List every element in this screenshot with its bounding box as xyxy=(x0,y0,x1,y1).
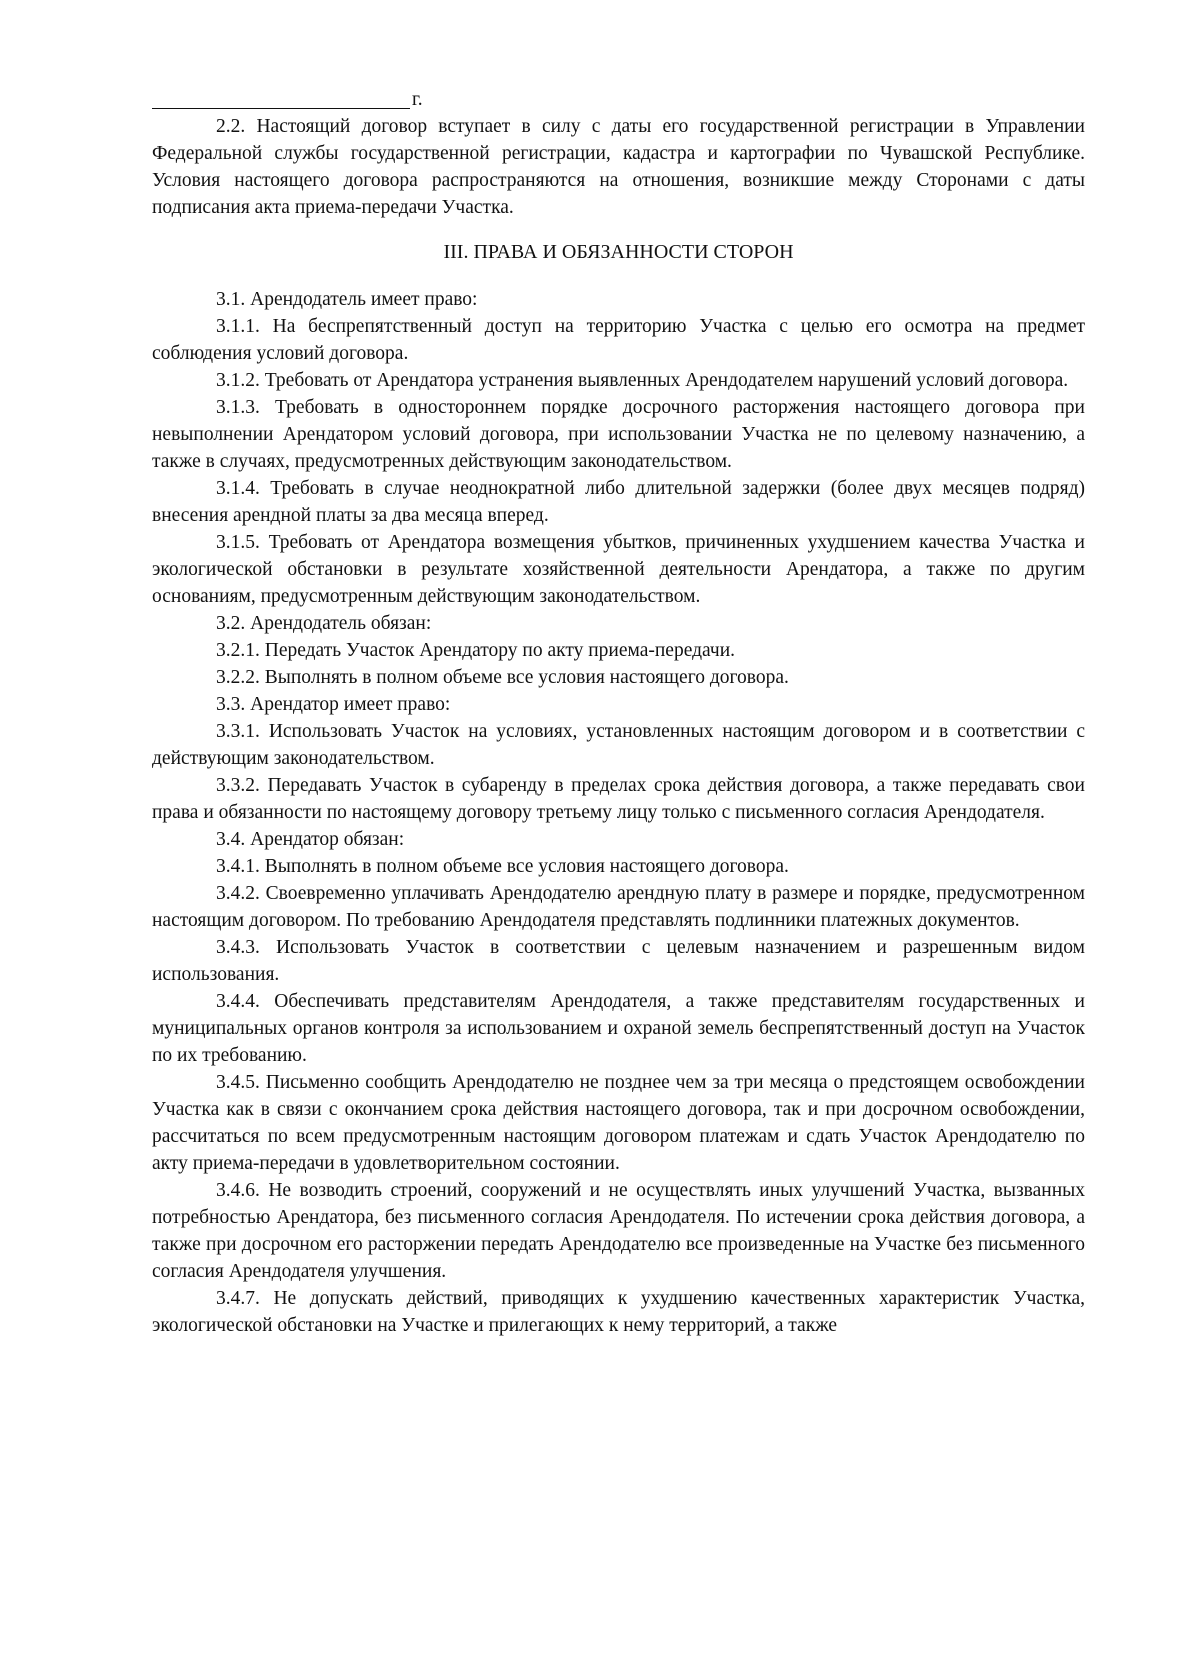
clause-3-4-7: 3.4.7. Не допускать действий, приводящих к ухудшению качественных характеристик Участка, экологической обстановки на Участке и прилегающих к нему территорий, а также xyxy=(152,1288,1085,1336)
clause-3-4-1: 3.4.1. Выполнять в полном объеме все условия настоящего договора. xyxy=(216,856,789,877)
clause-3-4-2: 3.4.2. Своевременно уплачивать Арендодателю арендную плату в размере и порядке, предусмотренном настоящим договором. По требованию Арендодателя представлять подлинники платежных документов. xyxy=(152,883,1085,931)
clause-3-2: 3.2. Арендодатель обязан: xyxy=(216,613,432,634)
section-heading: III. ПРАВА И ОБЯЗАННОСТИ СТОРОН xyxy=(443,241,794,263)
clause-3-4-4: 3.4.4. Обеспечивать представителям Арендодателя, а также представителям государственных и муниципальных органов контроля за использованием и охраной земель беспрепятственный доступ на Участок по их требованию. xyxy=(152,991,1085,1066)
clause-3-2-2: 3.2.2. Выполнять в полном объеме все условия настоящего договора. xyxy=(216,667,789,688)
date-line xyxy=(152,86,1085,113)
clause-3-1-1: 3.1.1. На беспрепятственный доступ на территорию Участка с целью его осмотра на предмет соблюдения условий договора. xyxy=(152,316,1085,364)
clause-3-2-1: 3.2.1. Передать Участок Арендатору по акту приема-передачи. xyxy=(216,640,736,661)
clause-3-3-1: 3.3.1. Использовать Участок на условиях, установленных настоящим договором и в соответствии с действующим законодательством. xyxy=(152,721,1085,769)
clause-3-1-2: 3.1.2. Требовать от Арендатора устранения выявленных Арендодателем нарушений условий договора. xyxy=(216,370,1069,391)
clause-3-3-2: 3.3.2. Передавать Участок в субаренду в пределах срока действия договора, а также передавать свои права и обязанности по настоящему договору третьему лицу только с письменного согласия Арендодателя. xyxy=(152,775,1085,823)
clause-3-1-3: 3.1.3. Требовать в одностороннем порядке досрочного расторжения настоящего договора при невыполнении Арендатором условий договора, при использовании Участка не по целевому назначению, а также в случаях, предусмотренных действующим законодательством. xyxy=(152,397,1085,472)
clause-3-1-5: 3.1.5. Требовать от Арендатора возмещения убытков, причиненных ухудшением качества Участка и экологической обстановки в результате хозяйственной деятельности Арендатора, а также по другим основаниям, предусмотренным действующим законодательством. xyxy=(152,532,1085,607)
clause-3-4-3: 3.4.3. Использовать Участок в соответствии с целевым назначением и разрешенным видом использования. xyxy=(152,937,1085,985)
clause-3-4: 3.4. Арендатор обязан: xyxy=(216,829,405,850)
date-suffix: г. xyxy=(412,89,423,110)
clause-3-4-5: 3.4.5. Письменно сообщить Арендодателю не позднее чем за три месяца о предстоящем освобождении Участка как в связи с окончанием срока действия настоящего договора, так и при досрочном освобождении, рассчитаться по всем предусмотренным настоящим договором платежам и сдать Участок Арендодателю по акту приема-передачи в удовлетворительном состоянии. xyxy=(152,1072,1085,1174)
clause-3-1: 3.1. Арендодатель имеет право: xyxy=(216,289,478,310)
clause-2-2: 2.2. Настоящий договор вступает в силу с даты его государственной регистрации в Управлении Федеральной службы государственной регистрации, кадастра и картографии по Чувашской Республике. Условия настоящего договора распространяются на отношения, возникшие между Сторонами с даты подписания акта приема-передачи Участка. xyxy=(152,116,1085,218)
clause-3-1-4: 3.1.4. Требовать в случае неоднократной либо длительной задержки (более двух месяцев подряд) внесения арендной платы за два месяца вперед. xyxy=(152,478,1085,526)
clause-3-3: 3.3. Арендатор имеет право: xyxy=(216,694,451,715)
clause-3-4-6: 3.4.6. Не возводить строений, сооружений и не осуществлять иных улучшений Участка, вызванных потребностью Арендатора, без письменного согласия Арендодателя. По истечении срока действия договора, а также при досрочном его расторжении передать Арендодателю все произведенные на Участке без письменного согласия Арендодателя улучшения. xyxy=(152,1180,1085,1282)
document-page xyxy=(152,86,1085,1339)
date-blank-field xyxy=(152,108,410,109)
